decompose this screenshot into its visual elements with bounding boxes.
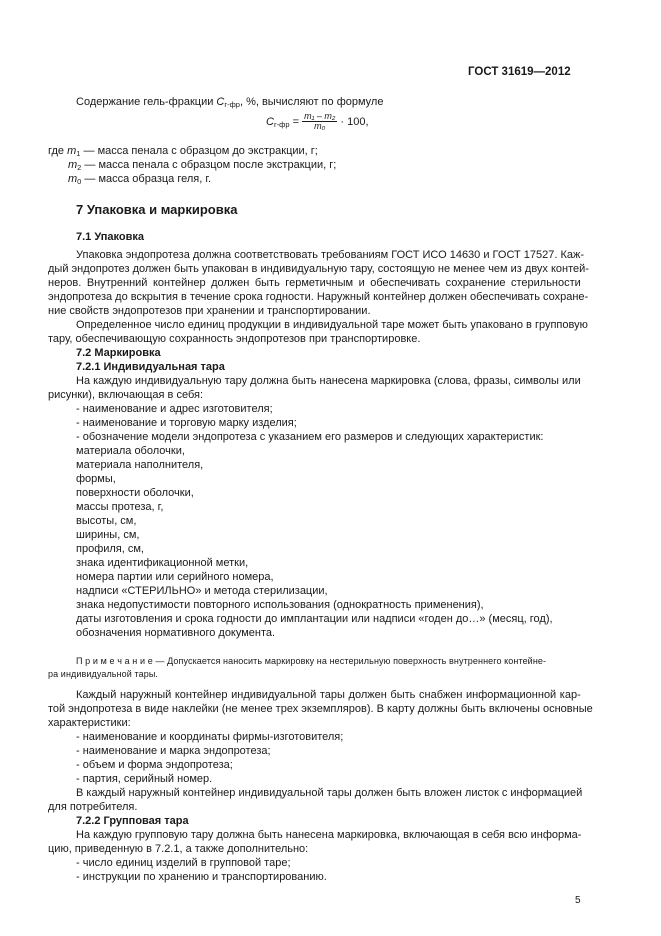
section-7-title: 7 Упаковка и маркировка	[76, 202, 238, 217]
sub-item: массы протеза, г,	[76, 501, 164, 513]
definition-m2	[68, 159, 336, 172]
def-text: — масса образца геля, г.	[81, 173, 212, 185]
sub-item: материала наполнителя,	[76, 459, 204, 471]
def-sub: 1	[76, 149, 81, 158]
where-prefix: где	[48, 145, 68, 157]
standard-header: ГОСТ 31619—2012	[468, 66, 571, 78]
sub-item: обозначения нормативного документа.	[76, 627, 276, 639]
list-item: - обозначение модели эндопротеза с указанием его размеров и следующих характеристик:	[76, 431, 544, 443]
formula-equals: =	[289, 115, 303, 128]
note-line: ра индивидуальной тары.	[48, 669, 158, 679]
paragraph-line: тару, обеспечивающую сохранность эндопротезов при транспортировке.	[48, 333, 421, 345]
list-item: - партия, серийный номер.	[76, 773, 213, 785]
list-item: - наименование и адрес изготовителя;	[76, 403, 273, 415]
def-text: — масса пенала с образцом до экстракции, г;	[80, 145, 318, 157]
def-symbol: m	[67, 145, 77, 157]
sub-item: знака недопустимости повторного использования (однократность применения),	[76, 599, 484, 611]
sub-item: знака идентификационной метки,	[76, 557, 249, 569]
paragraph-line: В каждый наружный контейнер индивидуальной тары должен быть вложен листок с информацией	[76, 787, 583, 799]
formula-numerator: m₁ – m₂	[304, 111, 336, 121]
page-number: 5	[575, 895, 581, 906]
section-7-2-2-title: 7.2.2 Групповая тара	[76, 815, 189, 827]
paragraph-line: Упаковка эндопротеза должна соответствовать требованиям ГОСТ ИСО 14630 и ГОСТ 17527. Каж-	[76, 249, 585, 261]
list-item: - наименование и марка эндопротеза;	[76, 745, 271, 757]
paragraph-line: ние свойств эндопротезов при хранении и транспортировании.	[48, 305, 371, 317]
list-item: - инструкции по хранению и транспортированию.	[76, 871, 327, 883]
sub-item: формы,	[76, 473, 116, 485]
formula-fraction	[302, 112, 337, 132]
formula-lhs-symbol: C	[266, 115, 274, 128]
section-7-2-title: 7.2 Маркировка	[76, 347, 161, 359]
sub-item: поверхности оболочки,	[76, 487, 194, 499]
paragraph-line: рисунки), включающая в себя:	[48, 389, 204, 401]
section-7-2-1-title: 7.2.1 Индивидуальная тара	[76, 361, 225, 373]
paragraph-line: На каждую групповую тару должна быть нанесена маркировка, включающая в себя всю информа-	[76, 829, 582, 841]
paragraph-line: дый эндопротез должен быть упакован в индивидуальную тару, состоящую не менее чем из двух контей-	[48, 263, 589, 275]
paragraph-line: эндопротеза до вскрытия в течение срока годности. Наружный контейнер должен обеспечивать сохране-	[48, 291, 589, 303]
sub-item: высоты, см,	[76, 515, 137, 527]
sub-item: профиля, см,	[76, 543, 144, 555]
def-symbol: m	[68, 173, 78, 185]
list-item: - наименование и координаты фирмы-изготовителя;	[76, 731, 344, 743]
sub-item: ширины, см,	[76, 529, 140, 541]
note-line: П р и м е ч а н и е — Допускается наносить маркировку на нестерильную поверхность внутреннего контейне-	[76, 656, 547, 666]
paragraph-line: Определенное число единиц продукции в индивидуальной таре может быть упаковано в групповую	[76, 319, 588, 331]
def-symbol: m	[68, 159, 78, 171]
formula-tail: · 100,	[337, 115, 369, 128]
def-sub: 0	[77, 177, 82, 186]
sub-item: материала оболочки,	[76, 445, 185, 457]
formula-intro-symbol: C	[216, 96, 225, 108]
sub-item: номера партии или серийного номера,	[76, 571, 274, 583]
paragraph-line: цию, приведенную в 7.2.1, а также дополнительно:	[48, 843, 309, 855]
paragraph-line: На каждую индивидуальную тару должна быть нанесена маркировка (слова, фразы, символы или	[76, 375, 581, 387]
formula-intro	[76, 96, 383, 109]
def-sub: 2	[77, 163, 82, 172]
formula-intro-prefix: Содержание гель-фракции	[76, 96, 217, 108]
formula-intro-sub: г-фр	[224, 100, 240, 109]
formula-intro-suffix: , %, вычисляют по формуле	[239, 96, 384, 108]
formula	[266, 112, 369, 132]
paragraph-line: той эндопротеза в виде наклейки (не менее трех экземпляров). В карту должны быть включены основные	[48, 703, 593, 715]
list-item: - наименование и торговую марку изделия;	[76, 417, 297, 429]
list-item: - число единиц изделий в групповой таре;	[76, 857, 291, 869]
paragraph-line: неров. Внутренний контейнер должен быть герметичным и обеспечивать сохранение стерильности	[48, 277, 581, 289]
formula-denominator: m₀	[314, 121, 326, 132]
def-text: — масса пенала с образцом после экстракции, г;	[81, 159, 337, 171]
list-item: - объем и форма эндопротеза;	[76, 759, 233, 771]
sub-item: надписи «СТЕРИЛЬНО» и метода стерилизации,	[76, 585, 328, 597]
paragraph-line: характеристики:	[48, 717, 131, 729]
paragraph-line: для потребителя.	[48, 801, 138, 813]
definition-m1	[48, 145, 318, 158]
paragraph-line: Каждый наружный контейнер индивидуальной тары должен быть снабжен информационной кар-	[76, 689, 581, 701]
section-7-1-title: 7.1 Упаковка	[76, 231, 144, 243]
definition-m0	[68, 173, 211, 186]
formula-lhs-sub: г-фр	[273, 119, 290, 129]
sub-item: даты изготовления и срока годности до имплантации или надписи «годен до…» (месяц, год),	[76, 613, 553, 625]
